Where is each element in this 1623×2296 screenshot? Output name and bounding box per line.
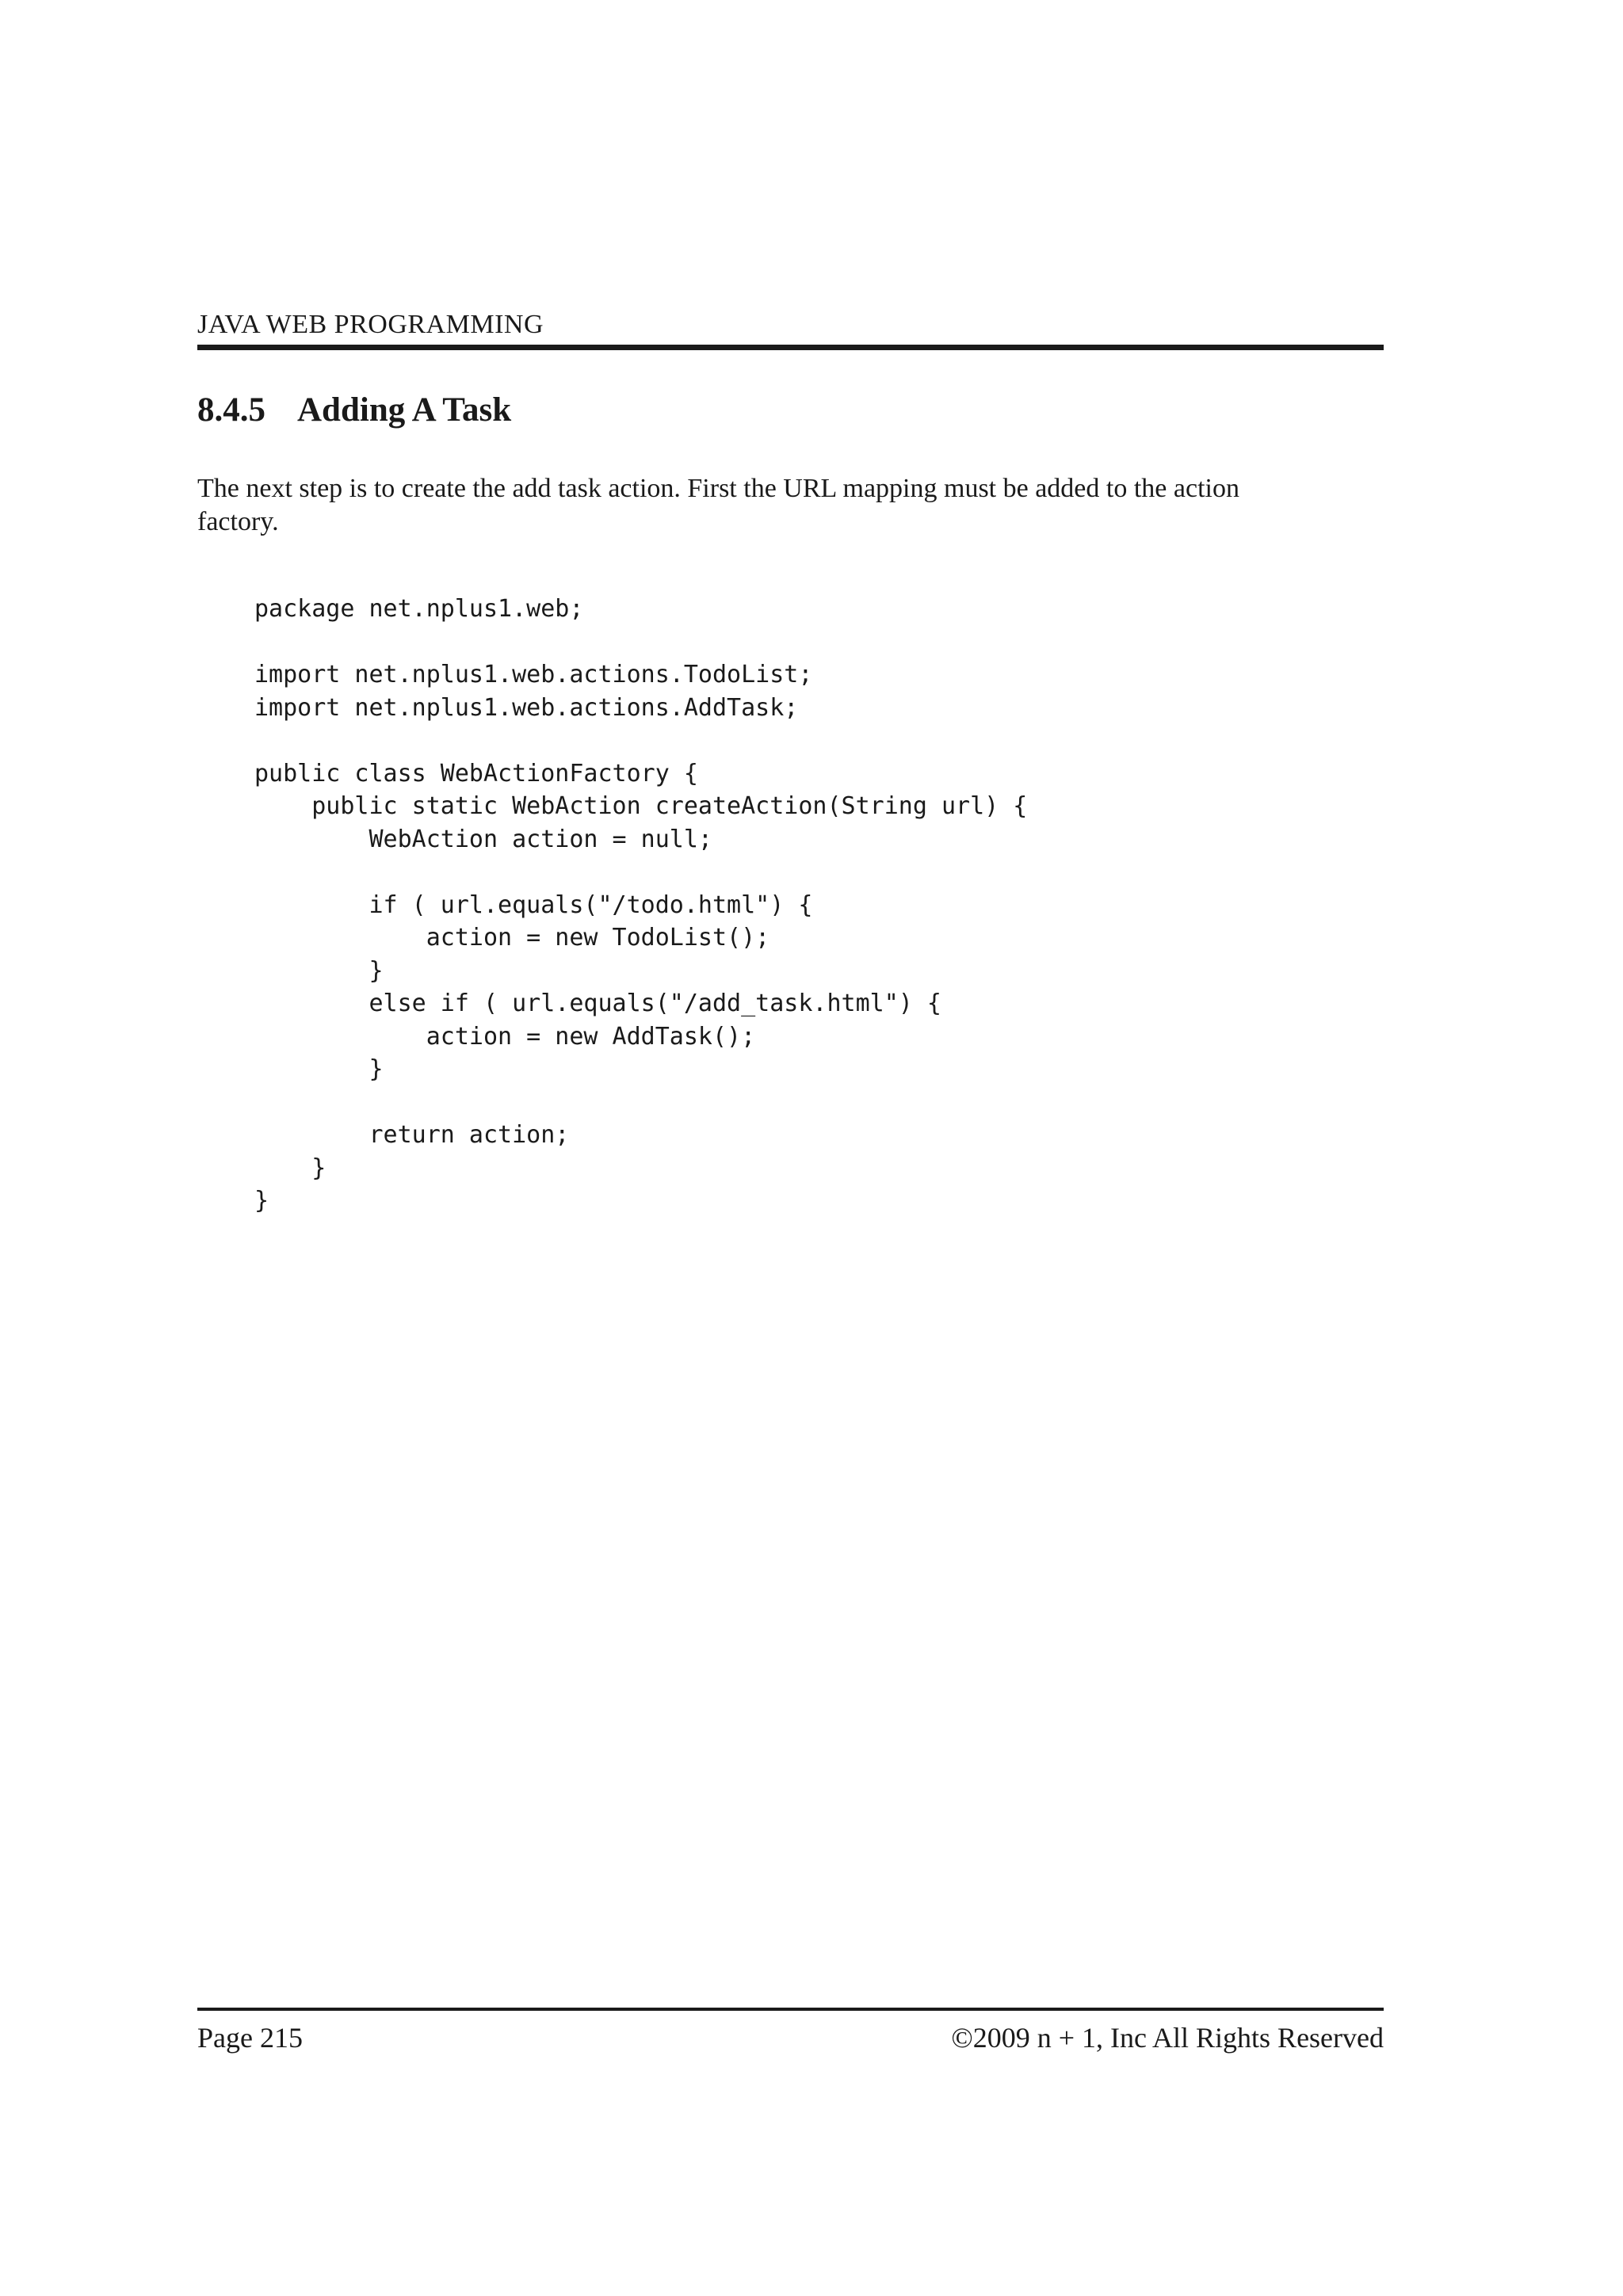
code-line: package net.nplus1.web; xyxy=(254,595,584,623)
section-title: Adding A Task xyxy=(297,391,512,429)
code-line: return action; xyxy=(254,1121,570,1149)
code-line: } xyxy=(254,956,384,985)
code-line: WebAction action = null; xyxy=(254,825,712,853)
header-rule xyxy=(197,345,1384,350)
code-line: action = new TodoList(); xyxy=(254,924,770,952)
code-line: public static WebAction createAction(String url) { xyxy=(254,792,1028,820)
code-line: } xyxy=(254,1055,384,1083)
code-listing xyxy=(254,593,1027,1218)
code-line: if ( url.equals("/todo.html") { xyxy=(254,891,813,919)
paragraph-line: The next step is to create the add task action. First the URL mapping must be added to the action xyxy=(197,474,1239,503)
paragraph-line: factory. xyxy=(197,507,279,536)
code-line: action = new AddTask(); xyxy=(254,1022,756,1051)
running-header: JAVA WEB PROGRAMMING xyxy=(197,310,544,339)
code-line: import net.nplus1.web.actions.AddTask; xyxy=(254,693,799,722)
code-line: import net.nplus1.web.actions.TodoList; xyxy=(254,661,813,688)
code-line xyxy=(254,724,1027,757)
body-paragraph xyxy=(197,472,1384,539)
section-heading xyxy=(197,388,511,433)
page-number: Page 215 xyxy=(197,2022,303,2054)
code-line: } xyxy=(254,1154,327,1182)
code-line xyxy=(254,856,1027,889)
footer-rule xyxy=(197,2008,1384,2011)
section-number: 8.4.5 xyxy=(197,391,265,429)
code-line: else if ( url.equals("/add_task.html") { xyxy=(254,990,941,1017)
code-line xyxy=(254,1086,1027,1119)
code-line xyxy=(254,626,1027,659)
code-line: public class WebActionFactory { xyxy=(254,759,698,788)
copyright-notice: ©2009 n + 1, Inc All Rights Reserved xyxy=(951,2022,1384,2054)
code-line: } xyxy=(254,1187,269,1215)
